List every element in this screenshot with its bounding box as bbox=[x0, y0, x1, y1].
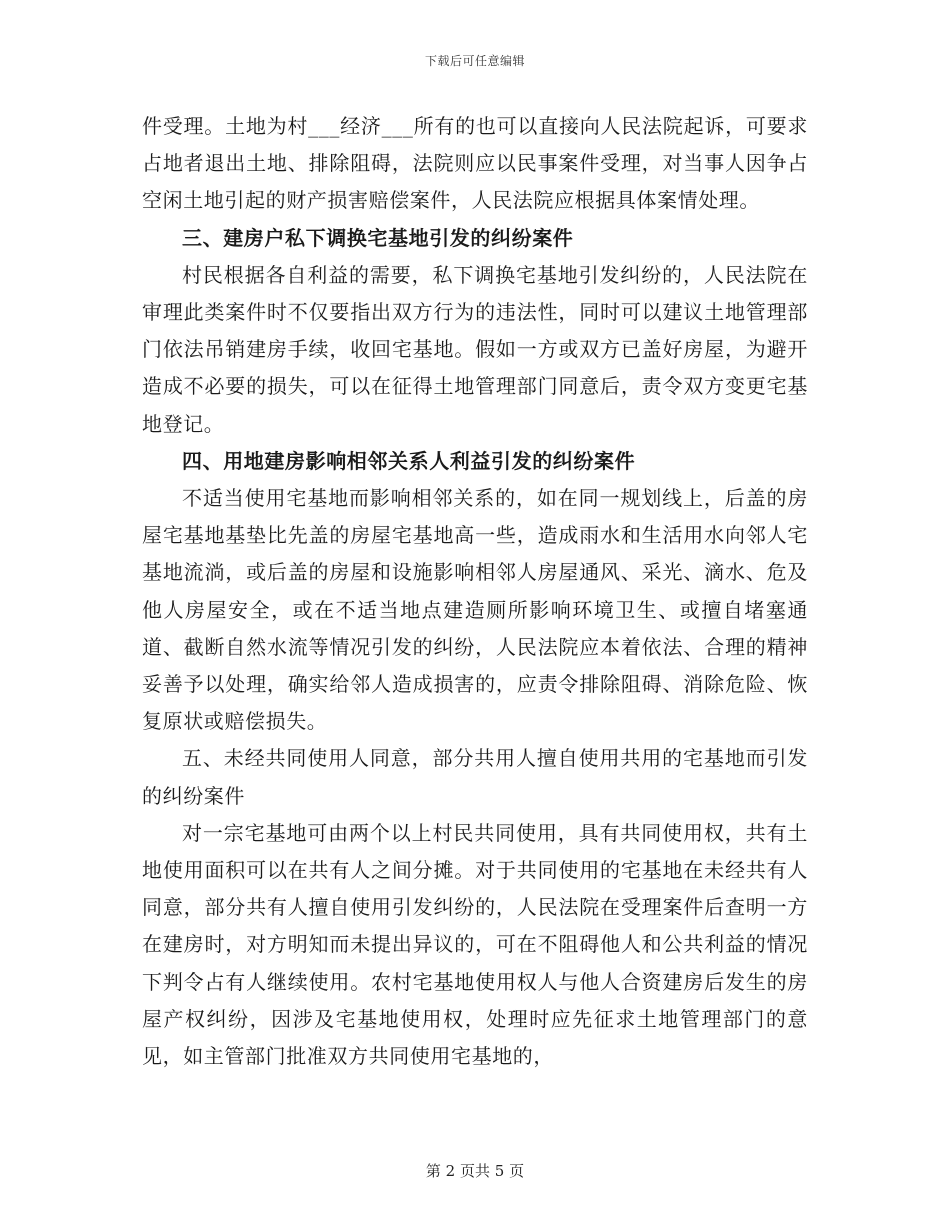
paragraph-section-5: 对一宗宅基地可由两个以上村民共同使用，具有共同使用权，共有土地使用面积可以在共有人之间分摊。对于共同使用的宅基地在未经共有人同意，部分共有人擅自使用引发纠纷的，人民法院在受理案件后查明一方在建房时，对方明知而未提出异议的，可在不阻碍他人和公共利益的情况下判令占有人继续使用。农村宅基地使用权人与他人合资建房后发生的房屋产权纠纷，因涉及宅基地使用权，处理时应先征求土地管理部门的意见，如主管部门批准双方共同使用宅基地的， bbox=[142, 820, 808, 1069]
paragraph-section-3: 村民根据各自利益的需要，私下调换宅基地引发纠纷的，人民法院在审理此类案件时不仅要指出双方行为的违法性，同时可以建议土地管理部门依法吊销建房手续，收回宅基地。假如一方或双方已盖好房屋，为避开造成不必要的损失，可以在征得土地管理部门同意后，责令双方变更宅基地登记。 bbox=[142, 262, 808, 436]
section-heading-5: 五、未经共同使用人同意，部分共用人擅自使用共用的宅基地而引发的纠纷案件 bbox=[142, 746, 808, 808]
paragraph-section-4: 不适当使用宅基地而影响相邻关系的，如在同一规划线上，后盖的房屋宅基地基垫比先盖的房屋宅基地高一些，造成雨水和生活用水向邻人宅基地流淌，或后盖的房屋和设施影响相邻人房屋通风、采光、滴水、危及他人房屋安全，或在不适当地点建造厕所影响环境卫生、或擅自堵塞通道、截断自然水流等情况引发的纠纷，人民法院应本着依法、合理的精神妥善予以处理，确实给邻人造成损害的，应责令排除阻碍、消除危险、恢复原状或赔偿损失。 bbox=[142, 486, 808, 734]
section-heading-3: 三、建房户私下调换宅基地引发的纠纷案件 bbox=[182, 225, 574, 250]
section-heading-4: 四、用地建房影响相邻关系人利益引发的纠纷案件 bbox=[182, 448, 636, 473]
document-body bbox=[142, 108, 808, 1075]
paragraph-continuation: 件受理。土地为村___经济___所有的也可以直接向人民法院起诉，可要求占地者退出土地、排除阻碍，法院则应以民事案件受理，对当事人因争占空闲土地引起的财产损害赔偿案件，人民法院应根据具体案情处理。 bbox=[142, 114, 808, 213]
page-number-footer: 第 2 页共 5 页 bbox=[425, 1162, 525, 1180]
page-header: 下载后可任意编辑 bbox=[424, 54, 525, 68]
